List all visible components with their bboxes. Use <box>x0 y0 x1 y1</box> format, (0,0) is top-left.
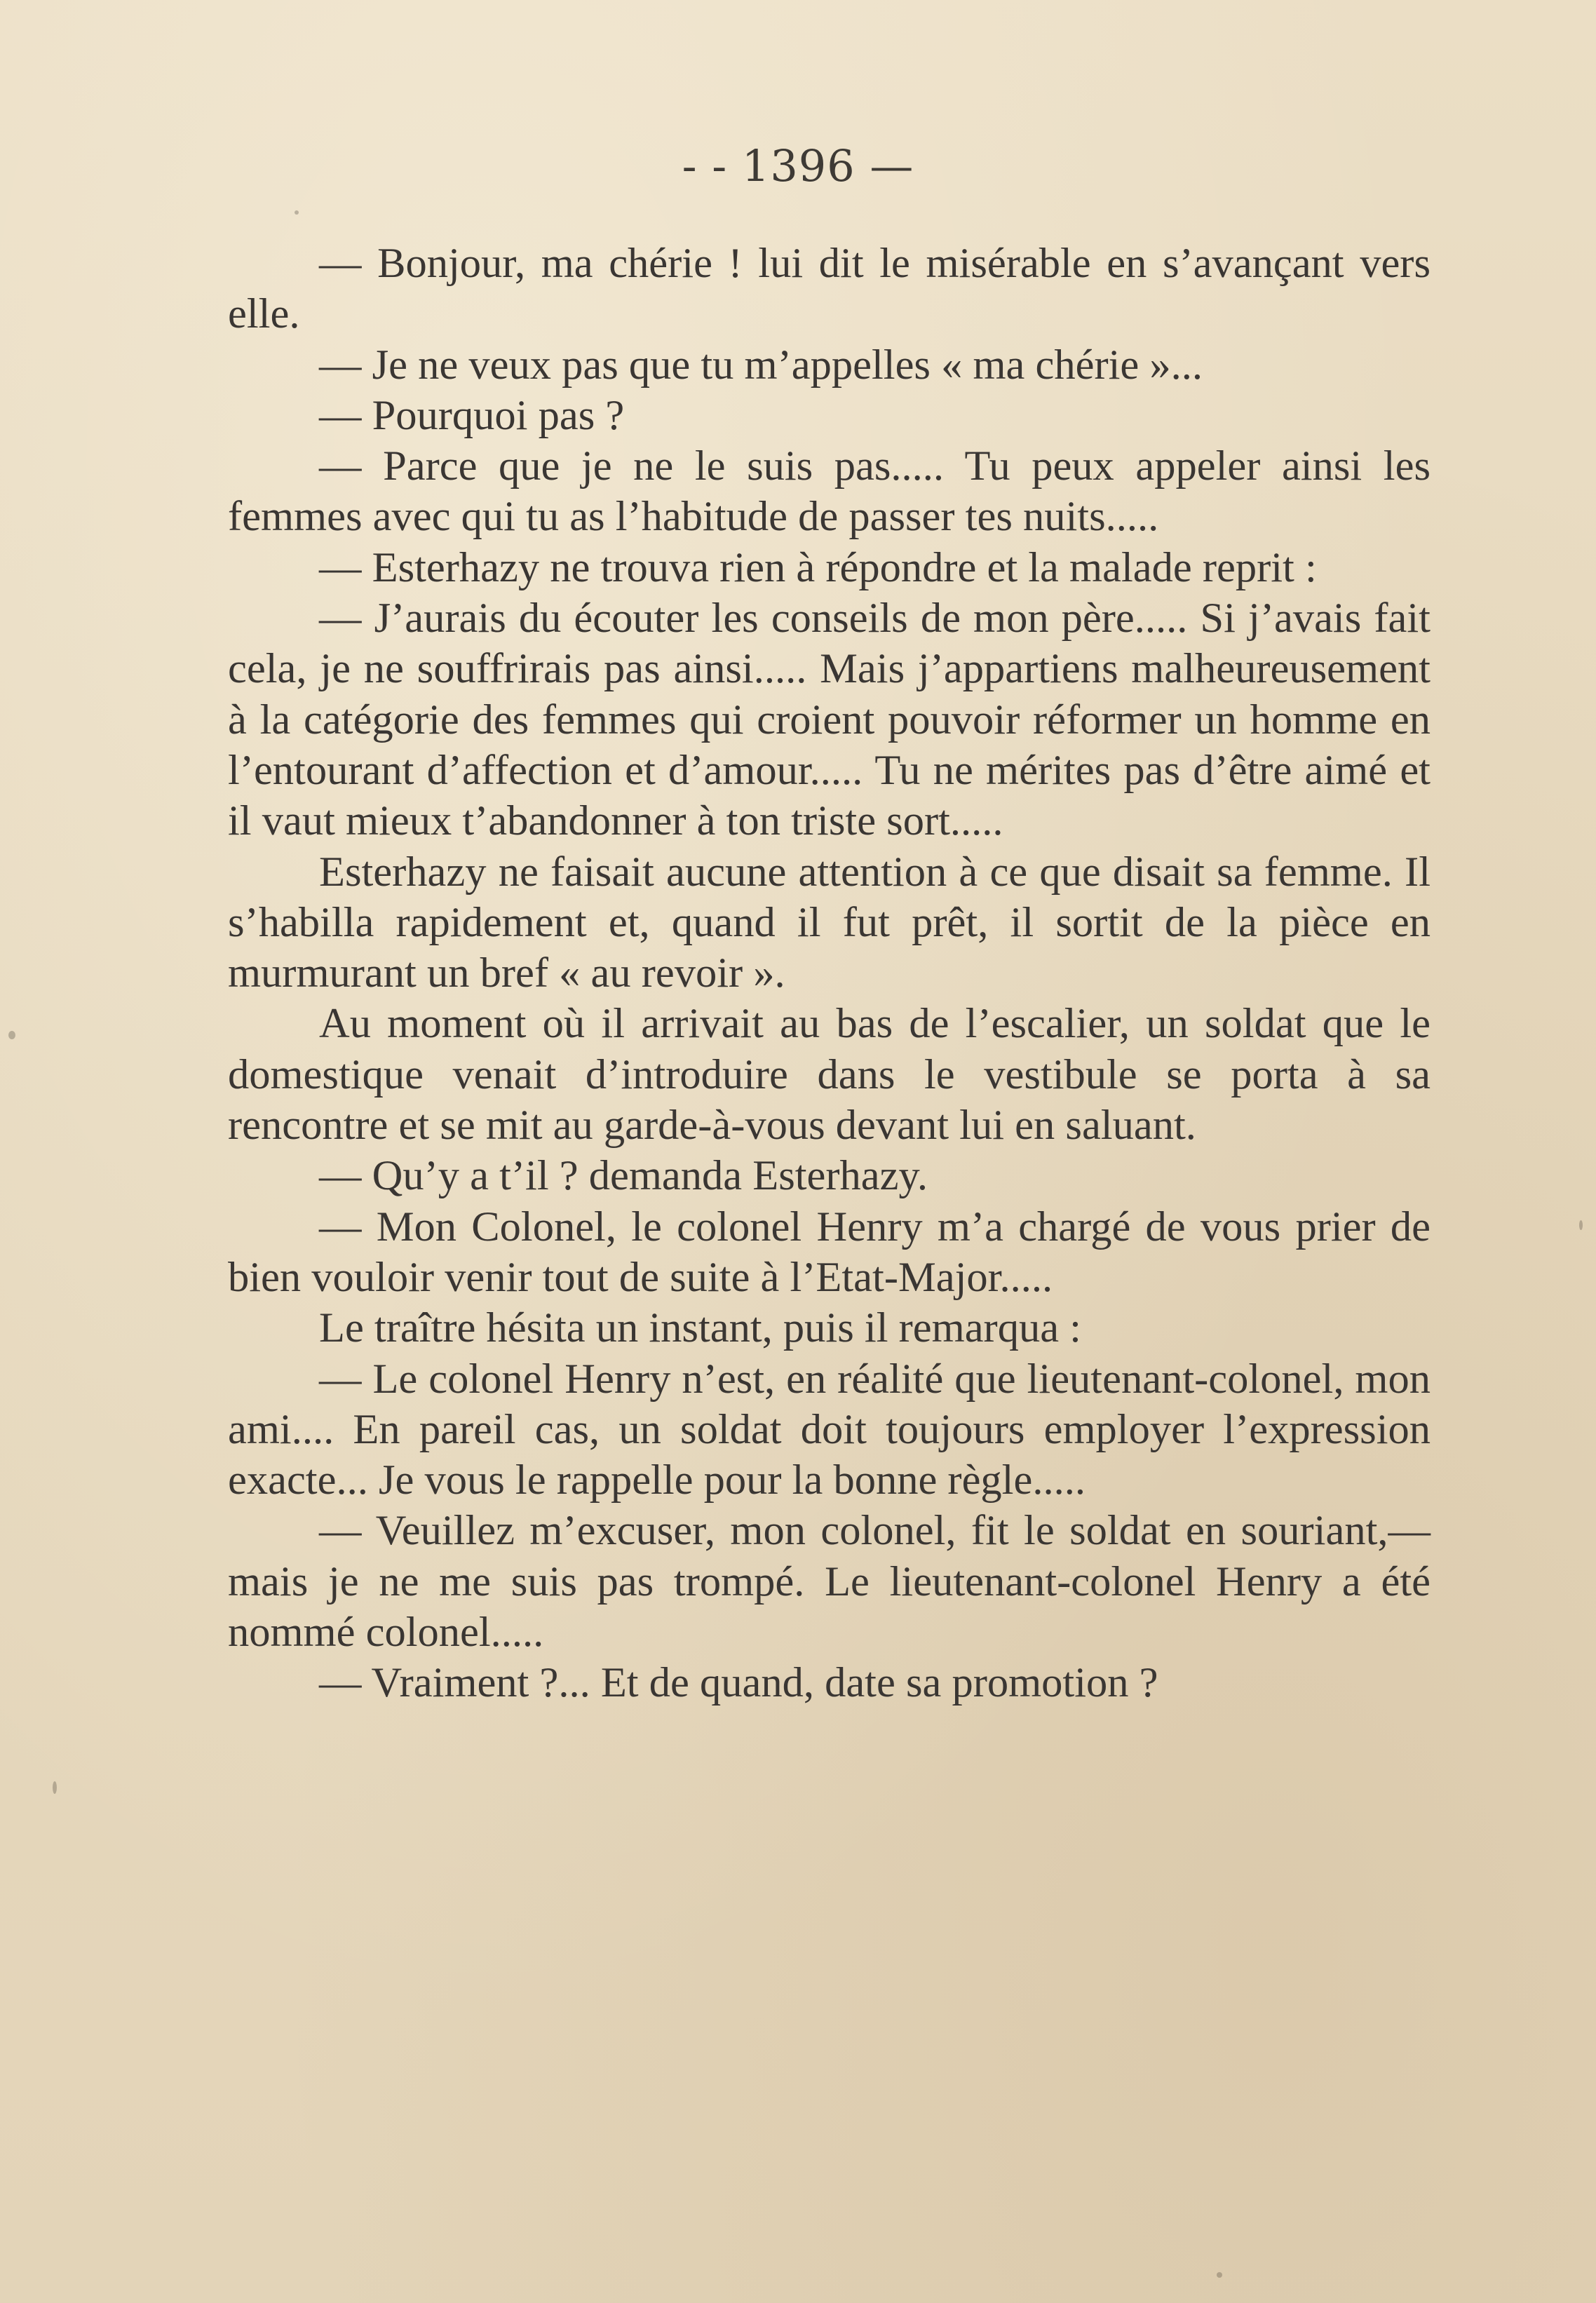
paper-speck <box>53 1781 57 1794</box>
paragraph: — Esterhazy ne trouva rien à répondre et la malade reprit : <box>319 543 1317 591</box>
paragraph: — Pourquoi pas ? <box>319 391 625 439</box>
paper-speck <box>295 210 299 215</box>
paragraph: Esterhazy ne faisait aucune attention à ce que disait sa femme. Il s’habilla rapidement et, quand il fut prêt, il sortit de la pièce en murmurant un bref « au revoir ». <box>228 848 1431 997</box>
paragraph: — Le colonel Henry n’est, en réalité que lieutenant-colonel, mon ami.... En pareil cas, un soldat doit toujours employer l’expression exacte... Je vous le rappelle pour la bonne règle..... <box>228 1355 1431 1504</box>
paragraph: — J’aurais du écouter les conseils de mon père..... Si j’avais fait cela, je ne souffrirais pas ainsi..... Mais j’appartiens malheureusement à la catégorie des femmes qui croient pouvoir réformer un homme en l’entourant d’affection et d’amour..... Tu ne mérites pas d’être aimé et il vaut mieux t’abandonner à ton triste sort..... <box>228 595 1431 845</box>
paper-speck <box>1579 1220 1583 1230</box>
paragraph: — Je ne veux pas que tu m’appelles « ma chérie »... <box>319 341 1203 389</box>
paragraph: Le traître hésita un instant, puis il remarqua : <box>319 1304 1081 1352</box>
body-text <box>228 238 1431 1709</box>
paragraph: — Veuillez m’excuser, mon colonel, fit le soldat en souriant,—mais je ne me suis pas trompé. Le lieutenant-colonel Henry a été nommé colonel..... <box>228 1507 1431 1656</box>
paragraph: — Vraiment ?... Et de quand, date sa promotion ? <box>319 1659 1158 1707</box>
paragraph: Au moment où il arrivait au bas de l’escalier, un soldat que le domestique venait d’introduire dans le vestibule se porta à sa rencontre et se mit au garde-à-vous devant lui en saluant. <box>228 1000 1431 1149</box>
page-number: - - 1396 — <box>682 140 914 191</box>
paragraph: — Bonjour, ma chérie ! lui dit le misérable en s’avançant vers elle. <box>228 240 1431 338</box>
paragraph: — Qu’y a t’il ? demanda Esterhazy. <box>319 1152 928 1200</box>
paragraph: — Parce que je ne le suis pas..... Tu peux appeler ainsi les femmes avec qui tu as l’habitude de passer tes nuits..... <box>228 443 1431 541</box>
paper-speck <box>1217 2272 1222 2278</box>
paragraph: — Mon Colonel, le colonel Henry m’a chargé de vous prier de bien vouloir venir tout de suite à l’Etat-Major..... <box>228 1203 1431 1301</box>
paper-speck <box>8 1031 15 1039</box>
